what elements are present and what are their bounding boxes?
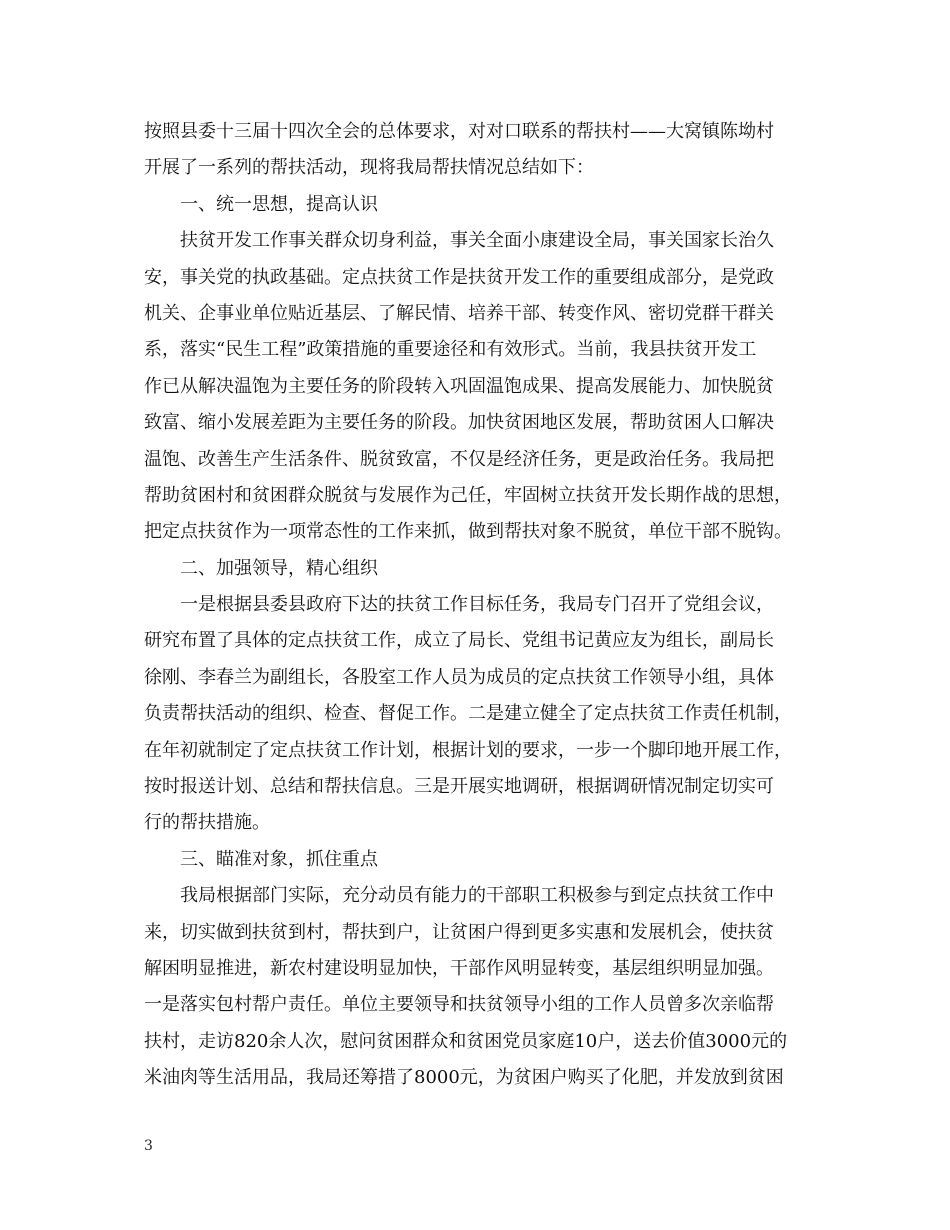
text-line: 二、加强领导，精心组织	[180, 557, 378, 579]
text-line: 一是落实包村帮户责任。单位主要领导和扶贫领导小组的工作人员曾多次亲临帮	[144, 994, 774, 1016]
text-line: 解困明显推进，新农村建设明显加快，干部作风明显转变，基层组织明显加强。	[144, 957, 774, 979]
text-line: 开展了一系列的帮扶活动，现将我局帮扶情况总结如下：	[144, 157, 594, 179]
text-line: 安，事关党的执政基础。定点扶贫工作是扶贫开发工作的重要组成部分，是党政	[144, 266, 774, 288]
text-line: 一、统一思想，提高认识	[180, 193, 378, 215]
text-line: 三、瞄准对象，抓住重点	[180, 848, 378, 870]
text-line: 温饱、改善生产生活条件、脱贫致富，不仅是经济任务，更是政治任务。我局把	[144, 448, 774, 470]
text-line: 致富、缩小发展差距为主要任务的阶段。加快贫困地区发展，帮助贫困人口解决	[144, 412, 774, 434]
text-line: 负责帮扶活动的组织、检查、督促工作。二是建立健全了定点扶贫工作责任机制，	[144, 703, 792, 725]
text-line: 帮助贫困村和贫困群众脱贫与发展作为己任，牢固树立扶贫开发长期作战的思想，	[144, 484, 792, 506]
text-line: 机关、企事业单位贴近基层、了解民情、培养干部、转变作风、密切党群干群关	[144, 302, 774, 324]
text-line: 研究布置了具体的定点扶贫工作，成立了局长、党组书记黄应友为组长，副局长	[144, 630, 774, 652]
text-line: 系，落实“民生工程”政策措施的重要途径和有效形式。当前，我县扶贫开发工	[144, 339, 757, 361]
text-line: 按时报送计划、总结和帮扶信息。三是开展实地调研，根据调研情况制定切实可	[144, 776, 774, 798]
text-line: 扶贫开发工作事关群众切身利益，事关全面小康建设全局，事关国家长治久	[180, 230, 774, 252]
text-line: 按照县委十三届十四次全会的总体要求，对对口联系的帮扶村——大窝镇陈坳村	[144, 121, 774, 142]
text-line: 一是根据县委县政府下达的扶贫工作目标任务，我局专门召开了党组会议，	[180, 594, 774, 616]
text-line: 在年初就制定了定点扶贫工作计划，根据计划的要求，一步一个脚印地开展工作，	[144, 739, 792, 761]
text-line: 把定点扶贫作为一项常态性的工作来抓，做到帮扶对象不脱贫，单位干部不脱钩。	[144, 521, 792, 543]
document-body	[144, 114, 808, 1097]
text-line: 来，切实做到扶贫到村，帮扶到户，让贫困户得到更多实惠和发展机会，使扶贫	[144, 921, 774, 943]
text-line: 我局根据部门实际，充分动员有能力的干部职工积极参与到定点扶贫工作中	[180, 885, 774, 907]
text-line: 徐刚、李春兰为副组长，各股室工作人员为成员的定点扶贫工作领导小组，具体	[144, 666, 774, 688]
text-line: 扶村，走访820余人次，慰问贫困群众和贫困党员家庭10户，送去价值3000元的	[144, 1030, 788, 1052]
page-number: 3	[144, 1138, 153, 1154]
text-line: 行的帮扶措施。	[144, 812, 270, 834]
text-line: 米油肉等生活用品，我局还筹措了8000元，为贫困户购买了化肥，并发放到贫困	[144, 1067, 784, 1089]
text-line: 作已从解决温饱为主要任务的阶段转入巩固温饱成果、提高发展能力、加快脱贫	[144, 375, 774, 397]
